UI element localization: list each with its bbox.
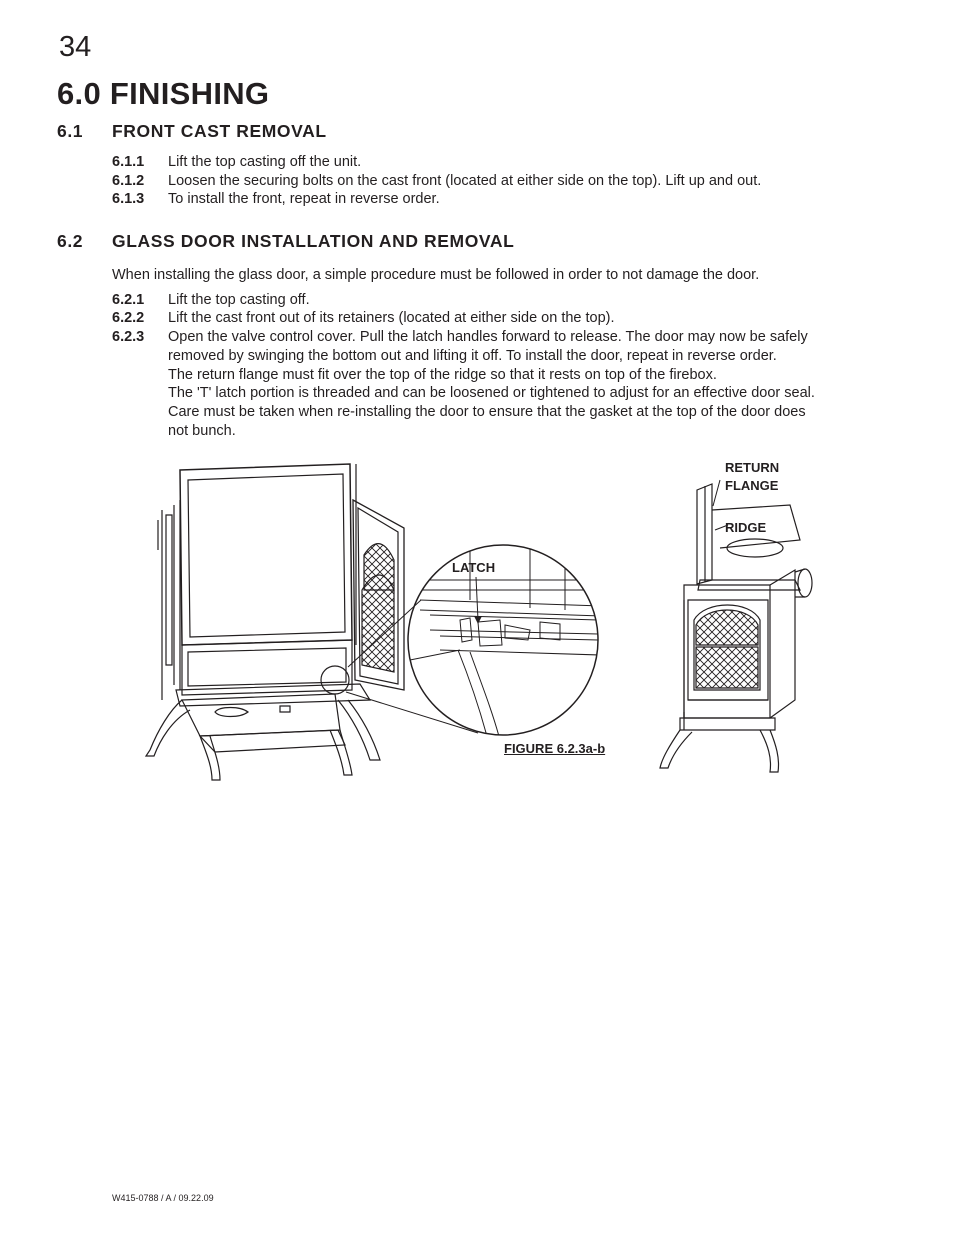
step-number: 6.2.3 — [112, 329, 145, 345]
label-return: RETURN — [725, 460, 780, 475]
label-ridge: RIDGE — [725, 520, 767, 535]
step-text: To install the front, repeat in reverse order. — [168, 191, 440, 207]
step-line: The return flange must fit over the top of the ridge so that it rests on top of the firebox. — [168, 366, 717, 383]
section-number: 6.1 — [57, 121, 84, 141]
step-text: Lift the top casting off the unit. — [168, 154, 362, 170]
label-latch: LATCH — [452, 560, 496, 575]
latch-detail-view — [400, 545, 610, 740]
step-number: 6.2.1 — [112, 292, 145, 308]
step-line: The 'T' latch portion is threaded and can be loosened or tightened to adjust for an effective door seal. — [168, 385, 815, 402]
step-line: Lift the cast front out of its retainers (located at either side on the top). — [168, 310, 615, 326]
step-line: Care must be taken when re-installing the door to ensure that the gasket at the top of the door does — [168, 404, 806, 421]
step-line: Lift the top casting off. — [168, 292, 310, 308]
step-number: 6.2.2 — [112, 310, 145, 326]
section-intro: When installing the glass door, a simple procedure must be followed in order to not damage the door. — [112, 267, 760, 283]
step-number: 6.1.3 — [112, 191, 145, 207]
step-number: 6.1.1 — [112, 154, 145, 170]
step-text: Loosen the securing bolts on the cast front (located at either side on the top). Lift up and out. — [168, 173, 762, 189]
section-number: 6.2 — [57, 231, 84, 251]
section-title: FRONT CAST REMOVAL — [112, 121, 327, 141]
page-number: 34 — [59, 31, 92, 63]
step-line: not bunch. — [168, 422, 236, 439]
figure-caption: FIGURE 6.2.3a-b — [504, 741, 606, 756]
stove-front-view — [146, 464, 404, 780]
document-footer: W415-0788 / A / 09.22.09 — [112, 1193, 214, 1203]
step-line: Open the valve control cover. Pull the latch handles forward to release. The door may now be safely — [168, 329, 808, 345]
section-title: GLASS DOOR INSTALLATION AND REMOVAL — [112, 231, 515, 251]
step-number: 6.1.2 — [112, 173, 145, 189]
step-line: removed by swinging the bottom out and lifting it off. To install the door, repeat in reverse order. — [168, 347, 777, 364]
label-flange: FLANGE — [725, 478, 779, 493]
chapter-title: 6.0 FINISHING — [57, 76, 270, 111]
